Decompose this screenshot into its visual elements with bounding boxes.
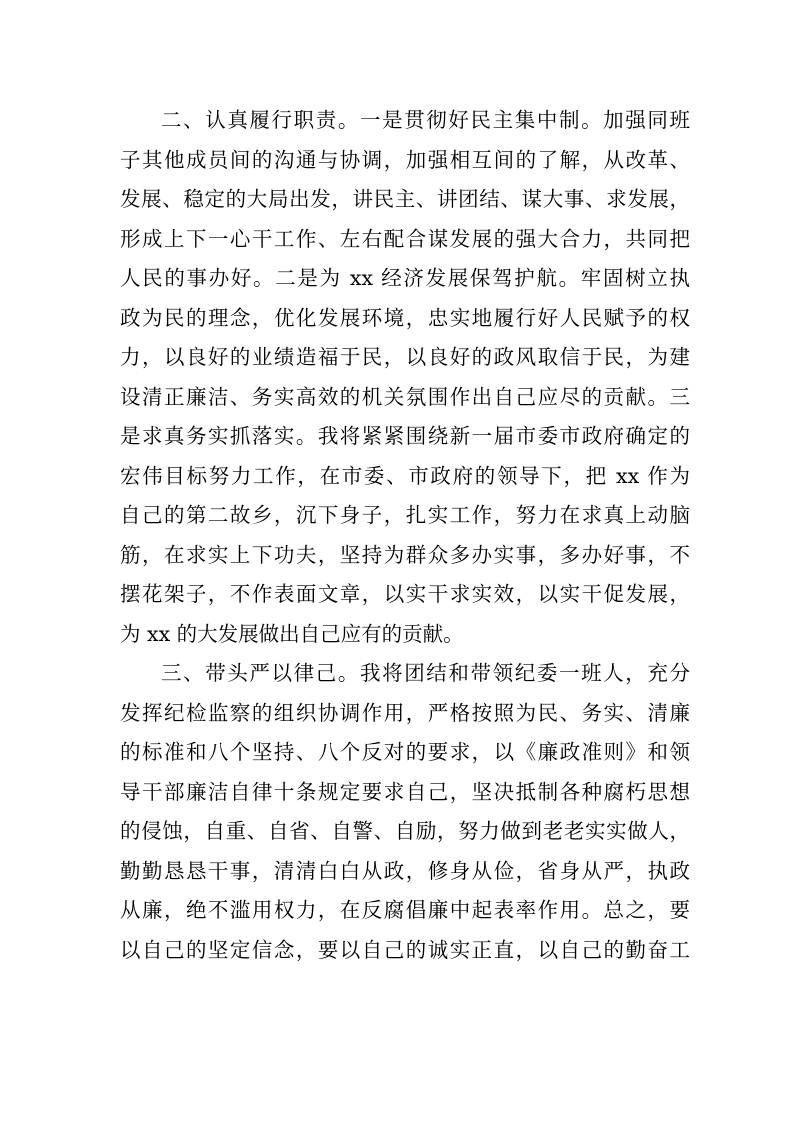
text-line: 导干部廉洁自律十条规定要求自己，坚决抵制各种腐朽思想 [120,779,690,804]
text-line: 以自己的坚定信念，要以自己的诚实正直，以自己的勤奋工 [120,937,690,962]
text-line: 子其他成员间的沟通与协调，加强相互间的了解，从改革、 [120,147,690,172]
text-line: 发展、稳定的大局出发，讲民主、讲团结、谋大事、求发展， [120,187,690,211]
text-line: 力，以良好的业绩造福于民，以良好的政风取信于民，为建 [120,345,690,369]
text-line: 自己的第二故乡，沉下身子，扎实工作，努力在求真上动脑 [120,503,690,527]
text-line: 勤勤恳恳干事，清清白白从政，修身从俭，省身从严，执政 [120,858,690,883]
paragraph-self-discipline [120,654,690,970]
text-line: 政为民的理念，优化发展环境，忠实地履行好人民赋予的权 [120,305,690,330]
text-line: 筋，在求实上下功夫，坚持为群众多办实事，多办好事，不 [120,542,690,567]
text-line: 的侵蚀，自重、自省、自警、自励，努力做到老老实实做人， [120,819,690,843]
text-line: 是求真务实抓落实。我将紧紧围绕新一届市委市政府确定的 [120,424,690,448]
paragraph-duties [120,101,690,654]
text-line: 形成上下一心干工作、左右配合谋发展的强大合力，共同把 [120,226,690,251]
document-body [120,101,690,970]
text-line: 二、认真履行职责。一是贯彻好民主集中制。加强同班 [161,108,690,132]
text-line: 设清正廉洁、务实高效的机关氛围作出自己应尽的贡献。三 [120,384,690,409]
text-line: 的标准和八个坚持、八个反对的要求，以《廉政准则》和领 [120,740,690,764]
text-line: 摆花架子，不作表面文章，以实干求实效，以实干促发展， [120,582,690,606]
text-line: 发挥纪检监察的组织协调作用，严格按照为民、务实、清廉 [120,700,690,725]
text-line: 为 xx 的大发展做出自己应有的贡献。 [120,621,464,646]
text-line: 三、带头严以律己。我将团结和带领纪委一班人，充分 [161,661,690,685]
text-line: 人民的事办好。二是为 xx 经济发展保驾护航。牢固树立执 [120,266,690,290]
text-line: 宏伟目标努力工作，在市委、市政府的领导下，把 xx 作为 [120,463,690,488]
text-line: 从廉，绝不滥用权力，在反腐倡廉中起表率作用。总之，要 [120,898,690,922]
